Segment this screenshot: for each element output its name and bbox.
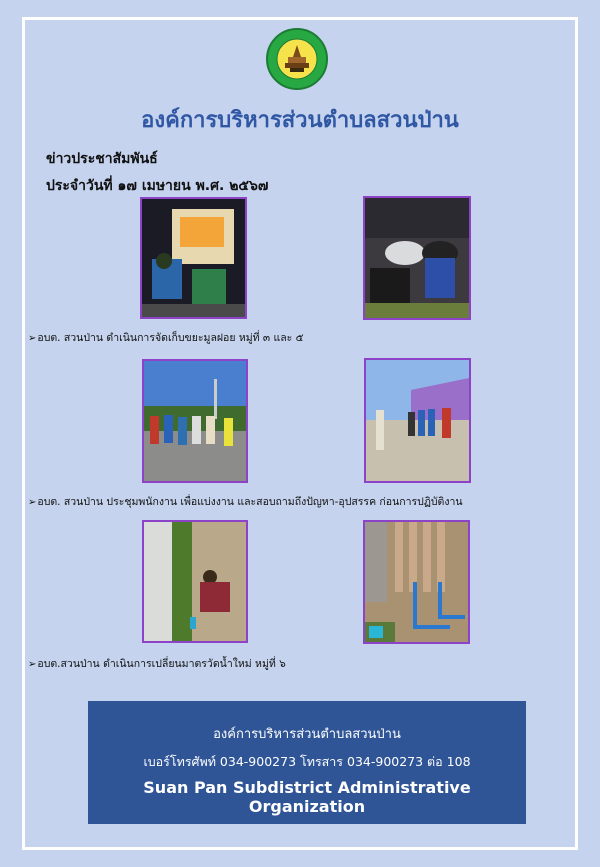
- arrow-bullet-icon: ➢: [28, 333, 37, 344]
- caption-staff-meeting: ➢อบต. สวนป่าน ประชุมพนักงาน เพื่อแบ่งงาน และสอบถามถึงปัญหา-อุปสรรค ก่อนการปฏิบัติงาน: [28, 496, 463, 508]
- footer-org-name: องค์การบริหารส่วนตำบลสวนป่าน: [213, 727, 401, 742]
- photo-staff-meeting-2: [364, 358, 471, 483]
- news-label: ข่าวประชาสัมพันธ์: [46, 151, 158, 167]
- photo-garbage-truck-night: [140, 197, 247, 319]
- photo-staff-meeting-1: [142, 359, 248, 483]
- arrow-bullet-icon: ➢: [28, 497, 37, 508]
- photo-water-meter-pipes: [363, 520, 470, 644]
- photo-water-meter-worker: [142, 520, 248, 643]
- footer-contact-box: [88, 701, 526, 824]
- page-title: องค์การบริหารส่วนตำบลสวนป่าน: [141, 108, 459, 133]
- photo-garbage-bags: [363, 196, 471, 320]
- footer-english-name: Suan Pan Subdistrict Administrative Organization: [143, 778, 471, 816]
- organization-logo: [266, 28, 328, 90]
- caption-garbage-collection: ➢อบต. สวนป่าน ดำเนินการจัดเก็บขยะมูลฝอย หมู่ที่ ๓ และ ๕: [28, 332, 304, 344]
- caption-water-meter: ➢อบต.สวนป่าน ดำเนินการเปลี่ยนมาตรวัดน้ำใหม่ หมู่ที่ ๖: [28, 658, 286, 670]
- footer-contact-numbers: เบอร์โทรศัพท์ 034-900273 โทรสาร 034-900273 ต่อ 108: [143, 754, 471, 769]
- arrow-bullet-icon: ➢: [28, 659, 37, 670]
- date-line: ประจำวันที่ ๑๗ เมษายน พ.ศ. ๒๕๖๗: [46, 178, 269, 194]
